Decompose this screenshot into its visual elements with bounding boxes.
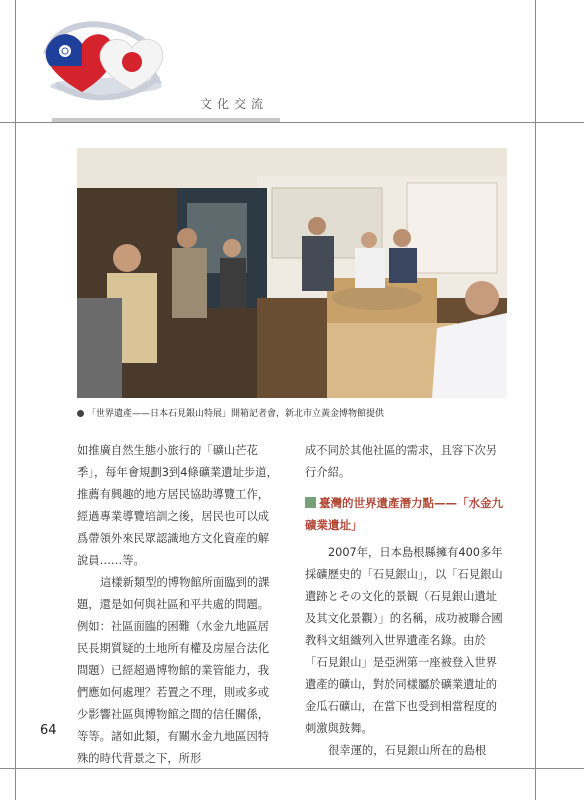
bullet-dot-icon [77, 410, 84, 417]
crop-mark [0, 122, 584, 123]
header-rule [52, 118, 280, 122]
taiwan-japan-flags-logo [38, 14, 166, 106]
left-column [77, 440, 280, 770]
body-paragraph: 很幸運的，石見銀山所在的島根 [328, 744, 487, 757]
photo-caption-text: 「世界遺產——日本石見銀山特展」開箱記者會，新北市立黃金博物館提供 [87, 409, 385, 419]
photo-caption [77, 406, 384, 419]
body-paragraph: 如推廣自然生態小旅行的「礦山芒花季」，每年會規劃3到4條礦業遺址步道，推薦有興趣的地方居民協助導覽工作，經過專業導覽培訓之後，居民也可以成爲帶領外來民眾認識地方文化資産的解說員……等。 [77, 444, 278, 567]
heading-marker-icon [305, 497, 316, 508]
press-conference-photo [77, 148, 507, 398]
section-label: 文化交流 [200, 97, 269, 111]
crop-mark [15, 0, 16, 800]
body-paragraph: 成不同於其他社區的需求，且容下次另行介紹。 [305, 444, 498, 479]
crop-mark [535, 0, 536, 800]
body-paragraph: 2007年，日本島根縣擁有400多年採礦歷史的「石見銀山」，以「石見銀山遺跡とその文化的景観（石見銀山遺址及其文化景觀）」的名稱，成功被聯合國教科文組織列入世界遺產名錄。由於「石見銀山」是亞洲第一座被登入世界遺產的礦山，對於同樣屬於礦業遺址的金瓜石礦山，在當下也受到相當程度的刺激與鼓舞。 [305, 546, 503, 735]
right-column [305, 440, 508, 762]
body-paragraph: 這樣新類型的博物館所面臨到的課題，還是如何與社區和平共處的問題。例如：社區面臨的困難（水金九地區居民長期質疑的土地所有權及房屋合法化問題）已經超過博物館的業管能力，我們應如何處理？若置之不理，則或多或少影響社區與博物館之間的信任關係，等等。諸如此類，有關水金九地區因特殊的時代背景之下，所形 [77, 576, 270, 765]
section-heading-text: 臺灣的世界遺產潛力點——「水金九礦業遺址」 [305, 496, 503, 532]
section-heading [305, 492, 508, 536]
page-number: 64 [40, 723, 57, 738]
